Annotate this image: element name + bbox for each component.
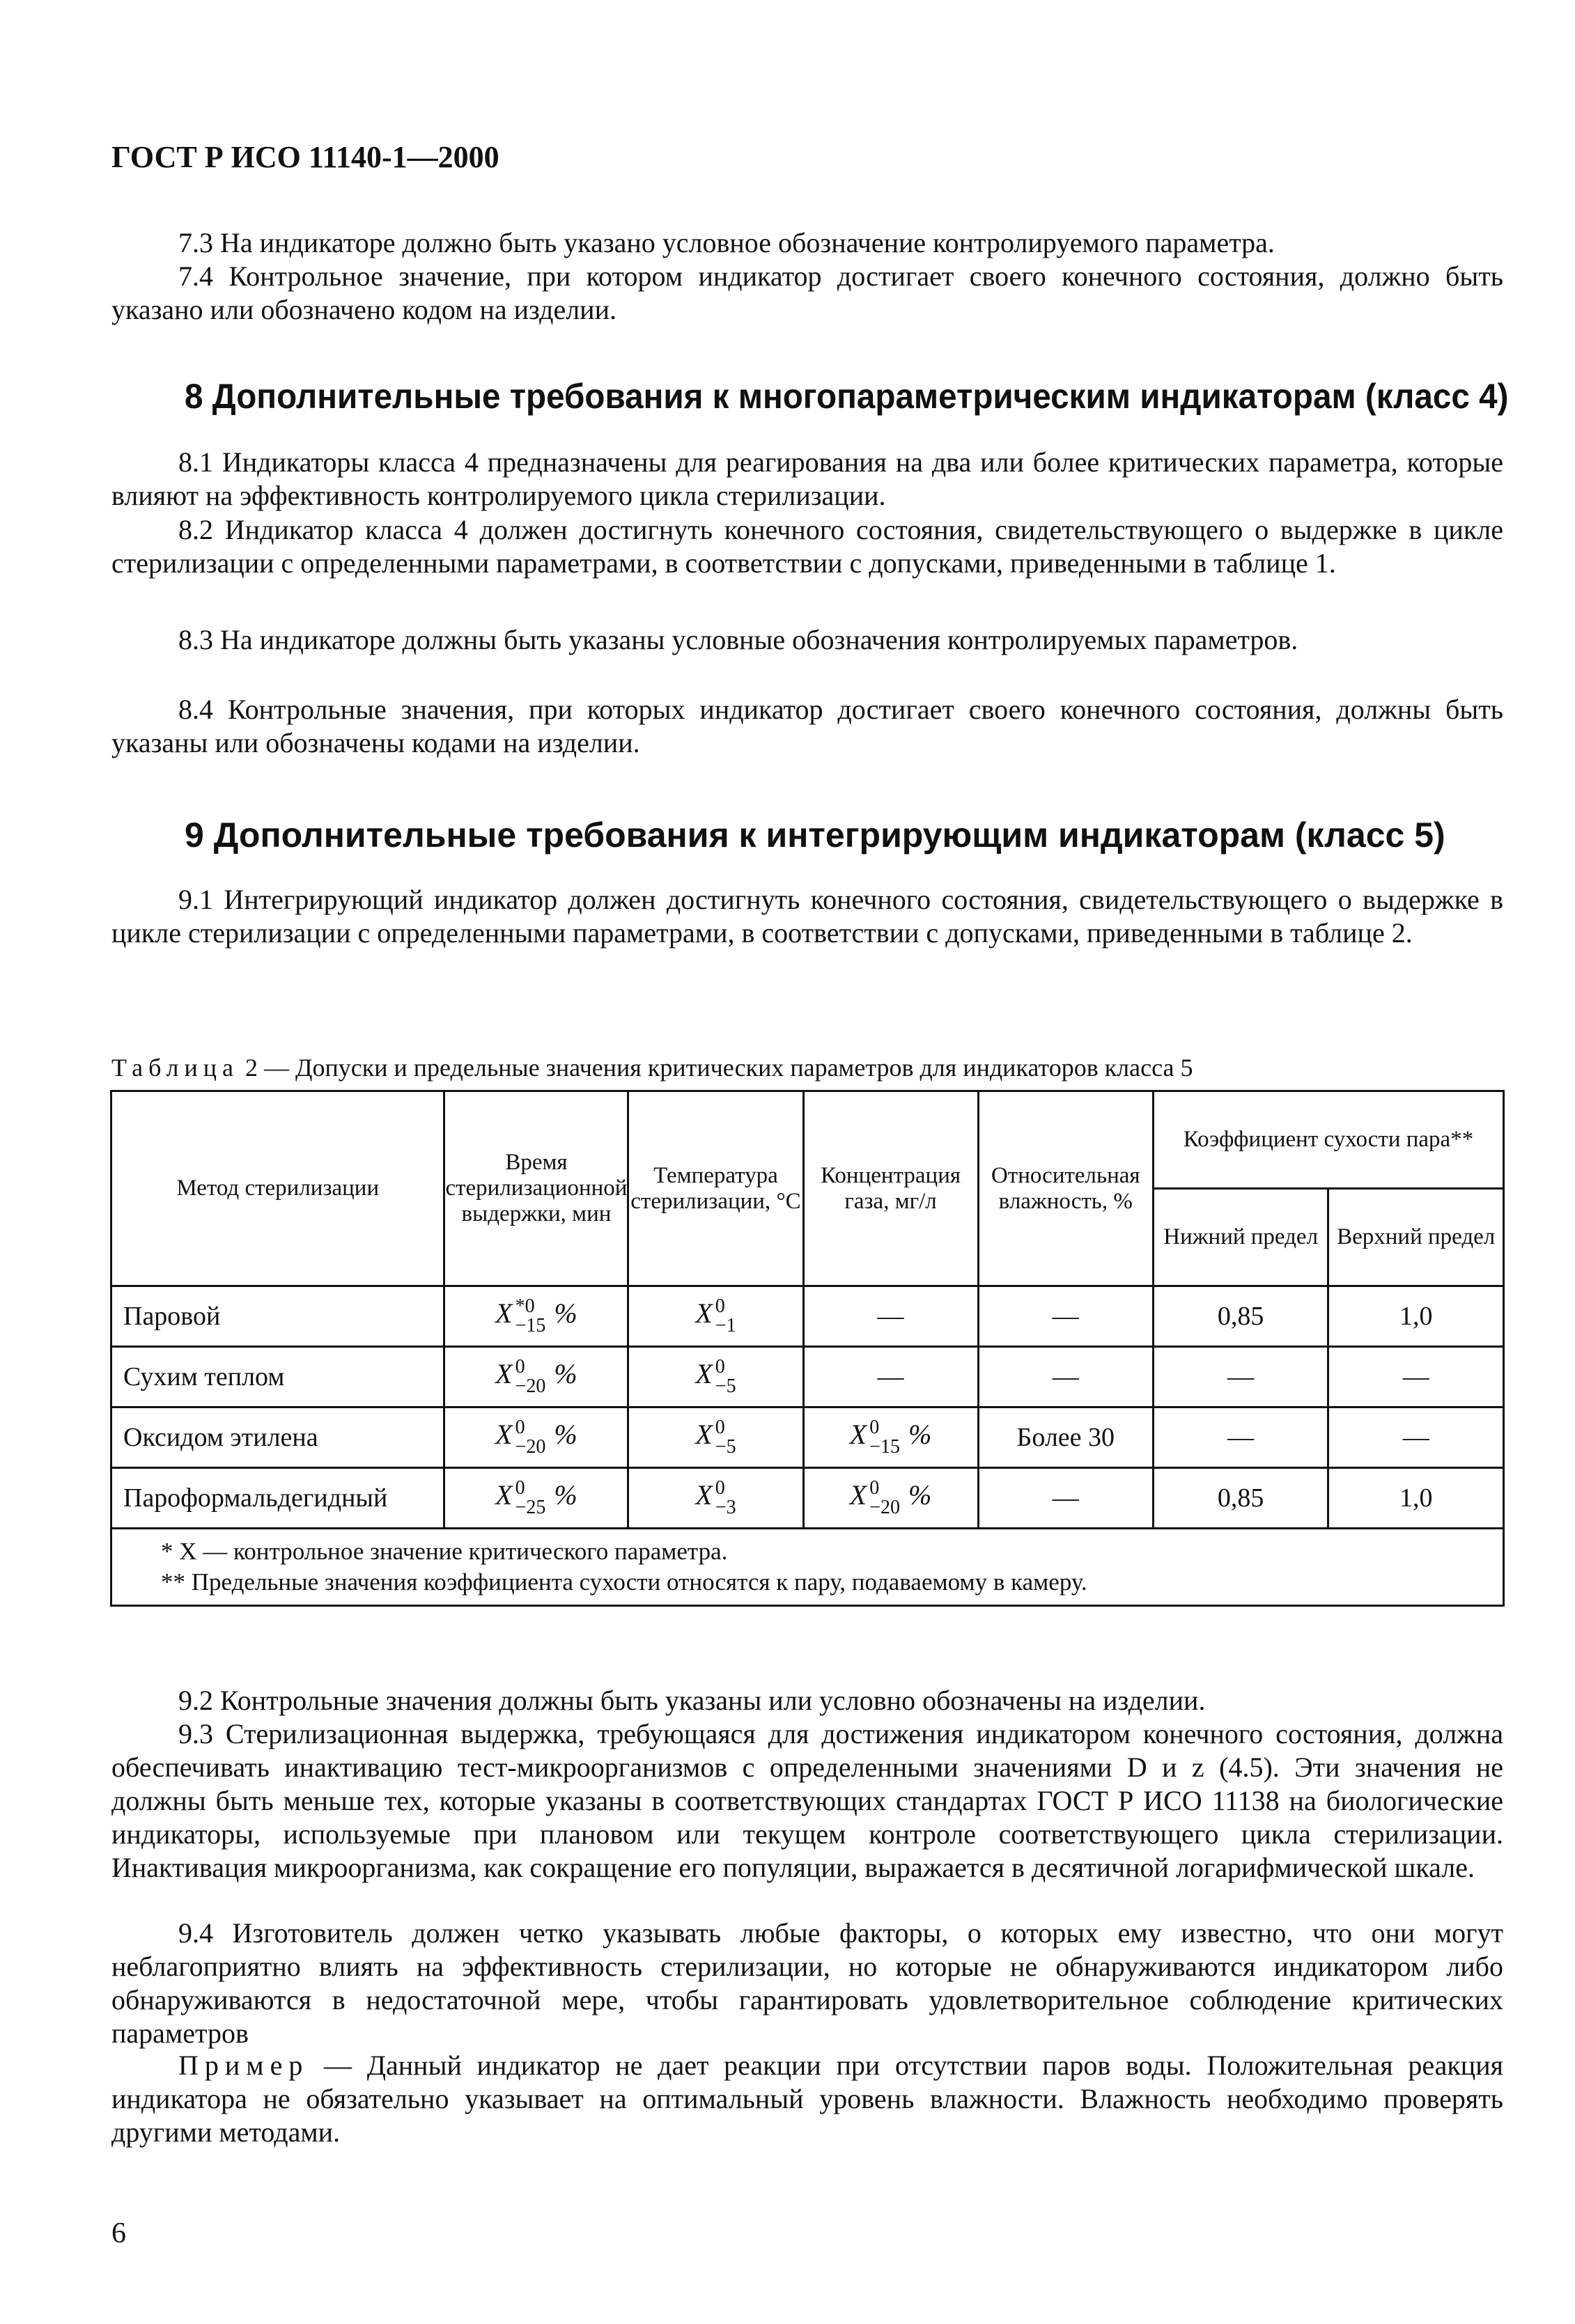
paragraph-9-1: 9.1 Интегрирующий индикатор должен достигнуть конечного состояния, свидетельствующего о выдержке в цикле стерилизации с определенными параметрами, в соответствии с допусками, приведенными в таблице 2. (111, 884, 1503, 949)
tolerance-unit: % (908, 1479, 932, 1511)
tolerance-unit: % (554, 1297, 577, 1329)
tolerance-limits (515, 1479, 546, 1518)
cell-lower: 0,85 (1153, 1286, 1328, 1347)
tolerance-lower: −5 (715, 1375, 736, 1397)
tolerance-lower: −25 (515, 1497, 546, 1518)
table-row (111, 1407, 1504, 1468)
tolerance-upper: *0 (515, 1295, 535, 1317)
tolerance-value (695, 1297, 736, 1336)
cell-temp (628, 1286, 803, 1347)
example-text: — Данный индикатор не дает реакции при отсутствии паров воды. Положительная реакция индикатора не обязательно указывает на оптимальный уровень влажности. Влажность необходимо проверять другими методами. (111, 2050, 1503, 2148)
tolerance-limits (515, 1357, 546, 1396)
header-time: Время стерилизационной выдержки, мин (444, 1091, 628, 1286)
tolerance-upper: 0 (715, 1477, 725, 1499)
cell-upper: — (1328, 1407, 1504, 1468)
cell-time (444, 1347, 628, 1407)
tolerance-lower: −1 (715, 1315, 736, 1336)
cell-humidity: — (978, 1286, 1153, 1347)
header-concentration: Концентрация газа, мг/л (803, 1091, 978, 1286)
cell-conc (803, 1468, 978, 1529)
example-note (111, 2049, 1503, 2149)
tolerance-upper: 0 (715, 1295, 725, 1317)
tolerance-symbol: X (695, 1479, 713, 1511)
tolerance-upper: 0 (515, 1477, 525, 1499)
paragraph-9-2: 9.2 Контрольные значения должны быть указаны или условно обозначены на изделии. (178, 1685, 1206, 1716)
cell-upper: 1,0 (1328, 1468, 1504, 1529)
cell-conc: — (803, 1347, 978, 1407)
tolerance-upper: 0 (715, 1417, 725, 1438)
paragraph-7-3: 7.3 На индикаторе должно быть указано условное обозначение контролируемого параметра. (178, 227, 1275, 258)
cell-lower: 0,85 (1153, 1468, 1328, 1529)
tolerance-lower: −15 (515, 1315, 546, 1336)
tolerance-symbol: X (849, 1479, 867, 1511)
tolerance-value (495, 1297, 577, 1336)
tolerance-upper: 0 (515, 1356, 525, 1378)
table-row (111, 1468, 1504, 1529)
table-row (111, 1347, 1504, 1407)
document-id-header: ГОСТ Р ИСО 11140-1—2000 (111, 140, 499, 174)
table-note: ** Предельные значения коэффициента сухости относятся к пару, подаваемому в камеру. (161, 1568, 1087, 1596)
cell-humidity: — (978, 1468, 1153, 1529)
paragraph-9-4: 9.4 Изготовитель должен четко указывать любые факторы, о которых ему известно, что они могут неблагоприятно влиять на эффективность стерилизации, но которые не обнаруживаются индикатором либо обнаруживаются в недостаточной мере, чтобы гарантировать удовлетворительное соблюдение критических параметров (111, 1917, 1503, 2049)
cell-temp (628, 1407, 803, 1468)
header-temperature: Температура стерилизации, °С (628, 1091, 803, 1286)
tolerance-symbol: X (695, 1419, 713, 1451)
tolerance-limits (869, 1479, 900, 1518)
tolerance-symbol: X (495, 1419, 513, 1451)
tolerance-value (695, 1479, 736, 1518)
section-9-heading: 9 Дополнительные требования к интегрирующим индикаторам (класс 5) (185, 816, 1445, 855)
tolerance-value (850, 1418, 932, 1457)
header-upper-limit: Верхний предел (1328, 1189, 1504, 1286)
tolerance-value (850, 1479, 932, 1518)
table-caption-prefix: Таблица (111, 1054, 239, 1082)
tolerance-lower: −3 (715, 1497, 736, 1518)
table-2-caption (111, 1053, 1503, 1082)
cell-upper: — (1328, 1347, 1504, 1407)
cell-method: Пароформальдегидный (111, 1468, 444, 1529)
tolerance-lower: −20 (515, 1436, 546, 1458)
paragraph-8-3: 8.3 На индикаторе должны быть указаны условные обозначения контролируемых параметров. (178, 624, 1298, 655)
tolerance-lower: −15 (869, 1436, 900, 1458)
tolerance-limits (515, 1297, 546, 1336)
tolerance-limits (715, 1297, 736, 1336)
tolerance-limits (515, 1418, 546, 1457)
tolerance-value (695, 1418, 736, 1457)
tolerance-upper: 0 (869, 1417, 880, 1438)
cell-time (444, 1407, 628, 1468)
paragraph-8-1: 8.1 Индикаторы класса 4 предназначены для реагирования на два или более критических параметра, которые влияют на эффективность контролируемого цикла стерилизации. (111, 446, 1503, 511)
tolerance-value (495, 1357, 577, 1396)
section-8-heading: 8 Дополнительные требования к многопараметрическим индикаторам (класс 4) (185, 377, 1509, 416)
header-dryness: Коэффициент сухости пара** (1153, 1091, 1503, 1189)
tolerance-limits (869, 1418, 900, 1457)
cell-temp (628, 1468, 803, 1529)
cell-lower: — (1153, 1347, 1328, 1407)
table-row (111, 1286, 1504, 1347)
tolerance-upper: 0 (869, 1477, 880, 1499)
cell-upper: 1,0 (1328, 1286, 1504, 1347)
tolerance-value (495, 1418, 577, 1457)
header-lower-limit: Нижний предел (1153, 1189, 1328, 1286)
tolerance-unit: % (908, 1419, 932, 1451)
table-notes (111, 1529, 1504, 1606)
tolerance-lower: −20 (515, 1375, 546, 1397)
tolerance-upper: 0 (515, 1417, 525, 1438)
tolerance-upper: 0 (715, 1356, 725, 1378)
cell-time (444, 1286, 628, 1347)
tolerance-value (495, 1479, 577, 1518)
tolerance-unit: % (554, 1419, 577, 1451)
header-humidity: Относительная влажность, % (978, 1091, 1153, 1286)
cell-humidity: Более 30 (978, 1407, 1153, 1468)
paragraph-7-4: 7.4 Контрольное значение, при котором индикатор достигает своего конечного состояния, должно быть указано или обозначено кодом на изделии. (111, 260, 1503, 325)
header-method: Метод стерилизации (111, 1091, 444, 1286)
cell-conc (803, 1407, 978, 1468)
cell-lower: — (1153, 1407, 1328, 1468)
paragraph-8-2: 8.2 Индикатор класса 4 должен достигнуть конечного состояния, свидетельствующего о выдержке в цикле стерилизации с определенными параметрами, в соответствии с допусками, приведенными в таблице 1. (111, 514, 1503, 579)
tolerance-limits (715, 1418, 736, 1457)
tolerance-symbol: X (695, 1358, 713, 1390)
cell-conc: — (803, 1286, 978, 1347)
cell-method: Сухим теплом (111, 1347, 444, 1407)
tolerance-symbol: X (495, 1479, 513, 1511)
tolerance-symbol: X (695, 1297, 713, 1329)
tolerance-unit: % (554, 1358, 577, 1390)
table-notes-row (111, 1529, 1504, 1606)
cell-time (444, 1468, 628, 1529)
cell-method: Оксидом этилена (111, 1407, 444, 1468)
tolerance-symbol: X (495, 1358, 513, 1390)
paragraph-9-3: 9.3 Стерилизационная выдержка, требующаяся для достижения индикатором конечного состояния, должна обеспечивать инактивацию тест-микроорганизмов с определенными значениями D и z (4.5). Эти значения не должны быть меньше тех, которые указаны в соответствующих стандартах ГОСТ Р ИСО 11138 на биологические индикаторы, используемые при плановом или текущем контроле соответствующего цикла стерилизации. Инактивация микроорганизма, как сокращение его популяции, выражается в десятичной логарифмической шкале. (111, 1718, 1503, 1883)
table-2 (110, 1090, 1505, 1607)
tolerance-value (695, 1357, 736, 1396)
tolerance-lower: −5 (715, 1436, 736, 1458)
cell-method: Паровой (111, 1286, 444, 1347)
example-label: Пример (178, 2050, 309, 2081)
cell-humidity: — (978, 1347, 1153, 1407)
tolerance-symbol: X (495, 1297, 513, 1329)
table-note: * X — контрольное значение критического параметра. (161, 1538, 728, 1565)
tolerance-unit: % (554, 1479, 577, 1511)
tolerance-limits (715, 1357, 736, 1396)
tolerance-limits (715, 1479, 736, 1518)
tolerance-lower: −20 (869, 1497, 900, 1518)
table-caption-text: 2 — Допуски и предельные значения критических параметров для индикаторов класса 5 (245, 1054, 1193, 1082)
cell-temp (628, 1347, 803, 1407)
tolerance-symbol: X (849, 1419, 867, 1451)
page-number: 6 (111, 2217, 126, 2249)
paragraph-8-4: 8.4 Контрольные значения, при которых индикатор достигает своего конечного состояния, должны быть указаны или обозначены кодами на изделии. (111, 694, 1503, 758)
